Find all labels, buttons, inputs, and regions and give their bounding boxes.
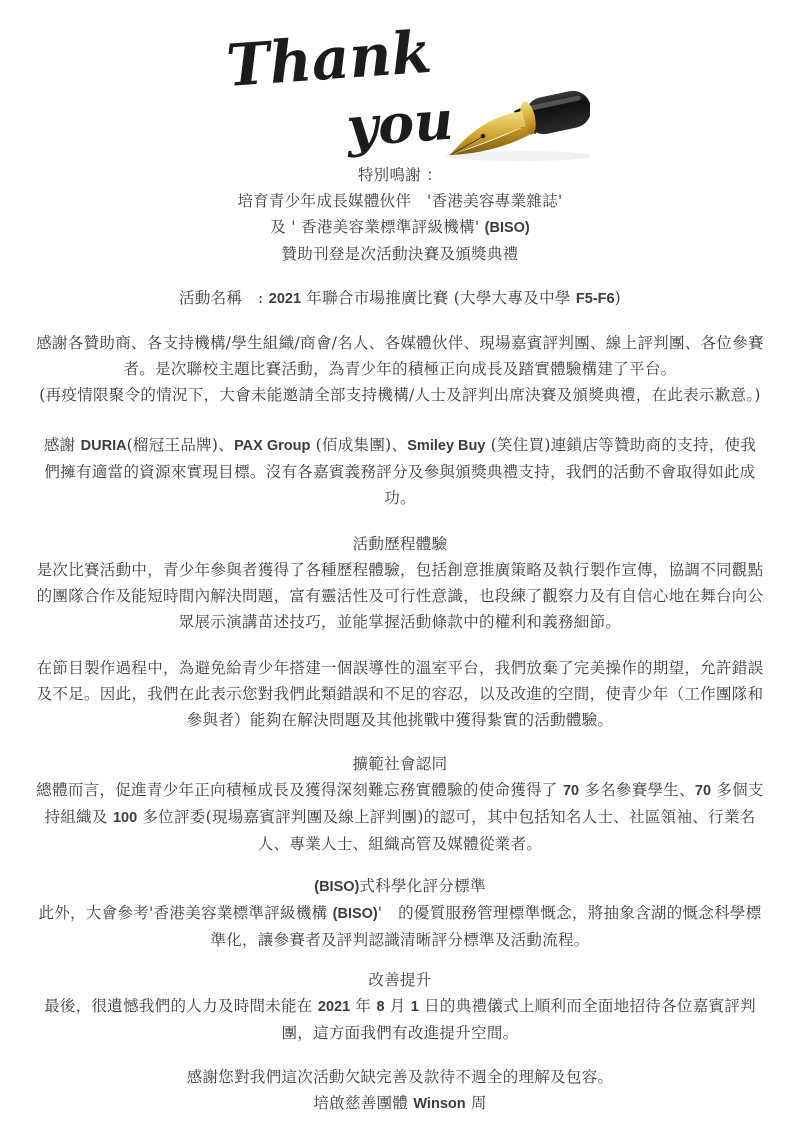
para-improvement: 最後，很遺憾我們的人力及時間未能在 2021 年 8 月 1 日的典禮儀式上順利而全面地招待各位嘉賓評判團，這方面我們有改進提升空間。 xyxy=(44,997,756,1042)
thank-script-word2: you xyxy=(344,87,456,159)
sponsor-publish-line: 贊助刊登是次活動決賽及頒獎典禮 xyxy=(281,245,519,263)
heading-improvement: 改善提升 xyxy=(368,971,432,989)
para-recognition: 總體而言，促進青少年正向積極成長及獲得深刻難忘務實體驗的使命獲得了 70 多名參賽學生、70 多個支持組織及 100 多位評委(現場嘉賓評判團及線上評判團)的認可，其中包括知名人士、社區領袖、行業名人、專業人士、組織高管及媒體從業者。 xyxy=(36,781,764,853)
para-biso-standard: 此外，大會參考'香港美容業標準評級機構 (BISO)' 的優質服務管理標準慨念，將抽象含湖的慨念科學標準化，讓參賽者及評判認識清晰評分標準及活動流程。 xyxy=(38,904,762,949)
para-apology: (再疫情限聚令的情況下，大會未能邀請全部支持機構/人士及評判出席決賽及頒獎典禮，在此表示歉意。) xyxy=(39,386,761,404)
pen-breather-hole xyxy=(481,134,485,138)
event-name-line: 活動名稱 : 2021 年聯合市場推廣比賽 (大學大專及中學 F5-F6) xyxy=(179,289,621,307)
heading-experience: 活動歷程體驗 xyxy=(352,535,448,553)
para-production: 在節目製作過程中，為避免給青少年搭建一個誤導性的溫室平台，我們放棄了完美操作的期望，允許錯誤及不足。因此，我們在此表示您對我們此類錯誤和不足的容忍，以及改進的空間，使青少年（工作團隊和參與者）能夠在解決問題及其他挑戰中獲得紮實的活動體驗。 xyxy=(36,659,764,729)
thank-you-graphic xyxy=(210,14,590,162)
para-sponsors: 感謝 DURIA(榴冠王品牌)、PAX Group (佰成集團)、Smiley Buy (笑住買)連鎖店等贊助商的支持，使我們擁有適當的資源來實現目標。沒有各嘉賓義務評分及參與頒獎典禮支持，我們的活動不會取得如此成功。 xyxy=(43,436,757,507)
signature-line: 培啟慈善團體 Winson 周 xyxy=(313,1094,487,1112)
closing-line: 感謝您對我們這次活動欠缺完善及款待不週全的理解及包容。 xyxy=(186,1068,614,1086)
media-partner-line: 培育青少年成長媒體伙伴 '香港美容專業雜誌' xyxy=(237,192,563,210)
fountain-pen-icon xyxy=(210,14,590,162)
thank-you-letter xyxy=(0,14,800,1117)
heading-recognition: 擴範社會認同 xyxy=(352,755,448,773)
para-experience: 是次比賽活動中，青少年參與者獲得了各種歷程體驗，包括創意推廣策略及執行製作宣傳，協調不同觀點的團隊合作及能短時間內解決問題，富有靈活性及可行性意識，也段練了觀察力及有自信心地在舞台向公眾展示演講苗述技巧，並能掌握活動條款中的權利和義務細節。 xyxy=(36,561,764,631)
rating-org-line: 及 ' 香港美容業標準評級機構' (BISO) xyxy=(270,218,530,236)
heading-biso-standard: (BISO)式科學化評分標準 xyxy=(314,877,486,895)
para-acknowledgement: 感謝各贊助商、各支持機構/學生組織/商會/名人、各媒體伙伴、現場嘉賓評判團、線上評判團、各位參賽者。是次聯校主題比賽活動，為青少年的積極正向成長及踏實體驗構建了平台。 xyxy=(36,334,764,378)
thank-script-word1: Thank xyxy=(224,17,434,100)
special-thanks-label: 特別鳴謝 ： xyxy=(357,166,443,184)
